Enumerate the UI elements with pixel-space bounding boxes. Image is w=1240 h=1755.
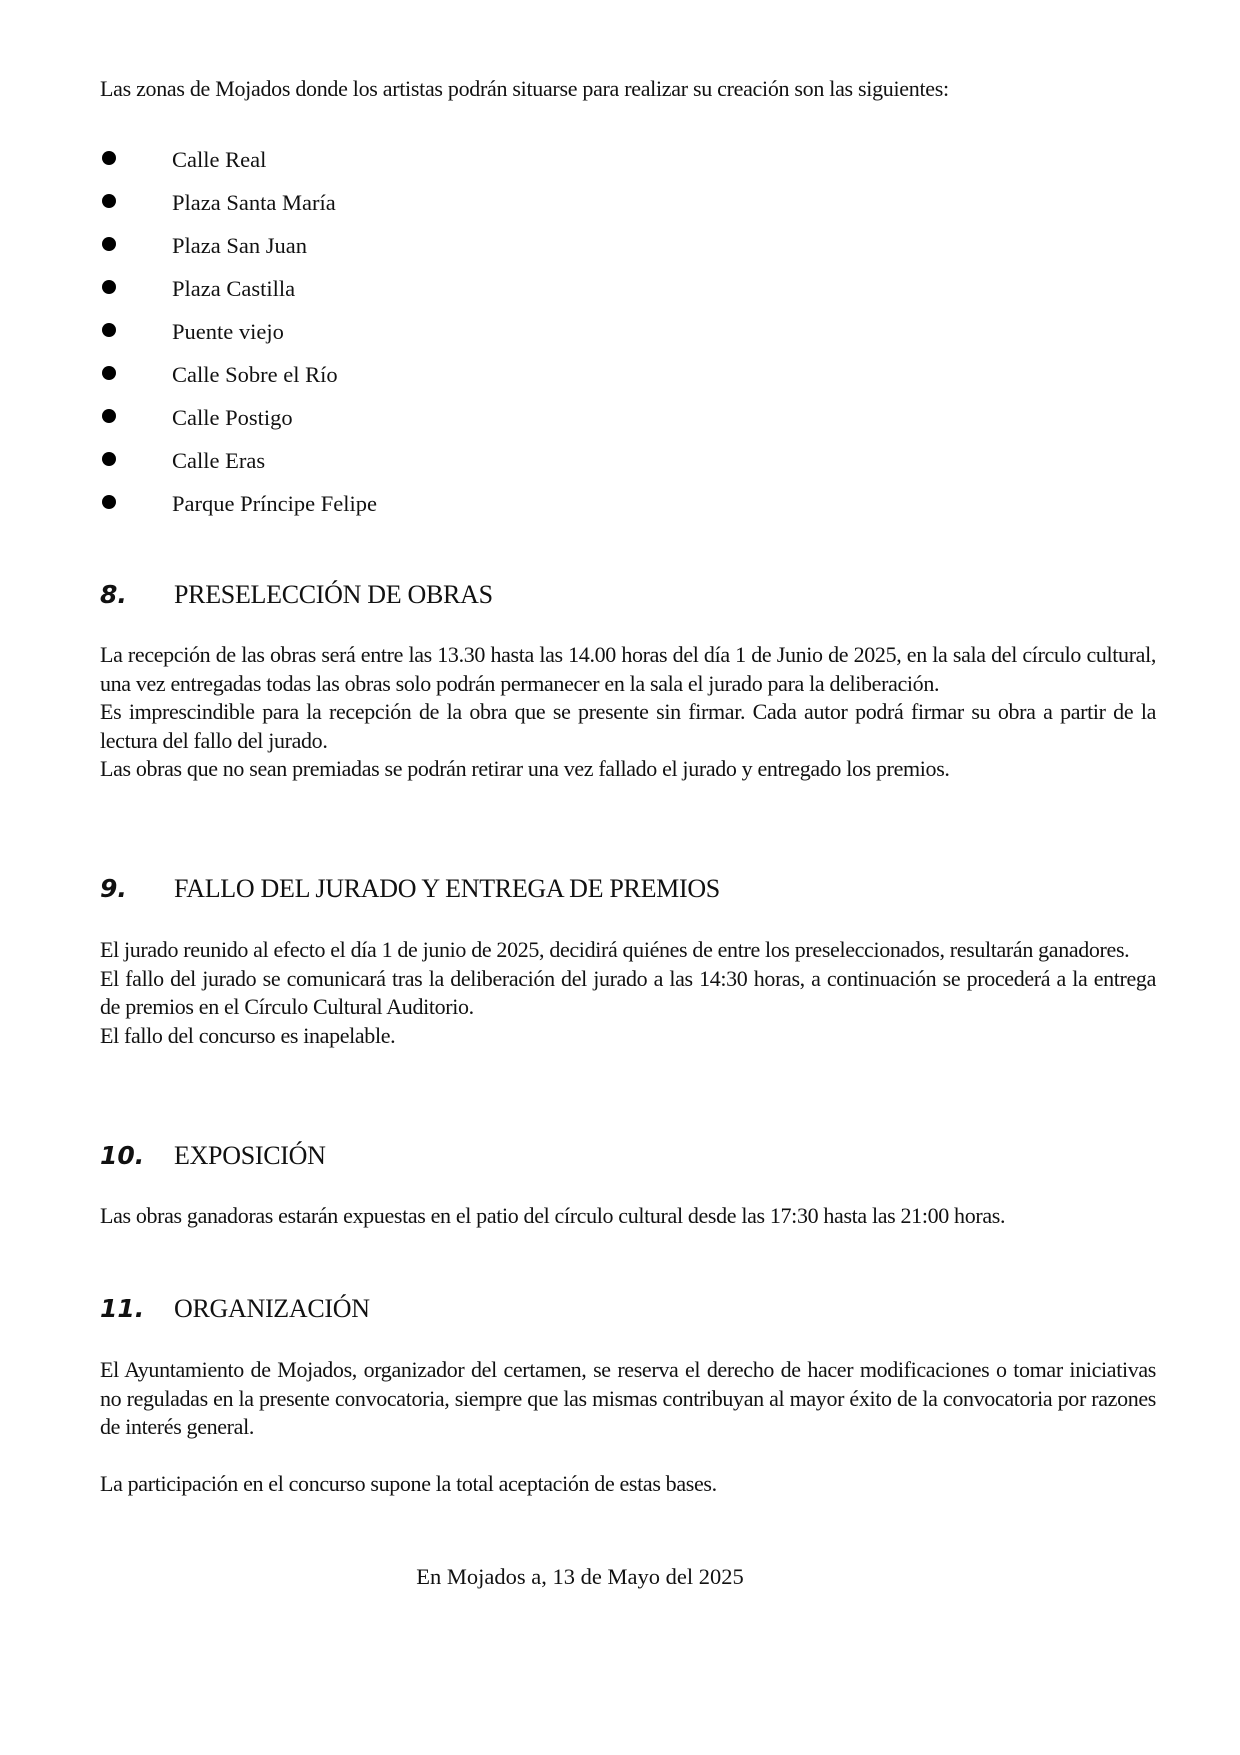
zone-label: Plaza San Juan — [172, 233, 307, 258]
section-number: 9. — [100, 874, 127, 903]
paragraph: Las obras ganadoras estarán expuestas en el patio del círculo cultural desde las 17:30 hasta las 21:00 horas. — [100, 1203, 1006, 1228]
zone-label: Calle Real — [172, 147, 267, 172]
zone-label: Calle Sobre el Río — [172, 362, 338, 387]
section-title: EXPOSICIÓN — [174, 1141, 326, 1170]
section-heading-8 — [100, 578, 493, 612]
closing-date-line: En Mojados a, 13 de Mayo del 2025 — [416, 1564, 744, 1589]
section-number: 10. — [100, 1141, 145, 1170]
paragraph: El fallo del concurso es inapelable. — [100, 1022, 396, 1048]
list-item — [100, 145, 377, 188]
zone-label: Calle Postigo — [172, 405, 293, 430]
bullet-icon — [102, 495, 116, 509]
bullet-icon — [102, 280, 116, 294]
list-item — [100, 317, 377, 360]
section-number: 8. — [100, 580, 127, 609]
list-item — [100, 231, 377, 274]
paragraph: Es imprescindible para la recepción de la obra que se presente sin firmar. Cada autor podrá firmar su obra a partir de la lectura del fallo del jurado. — [100, 699, 1156, 753]
zone-label: Puente viejo — [172, 319, 284, 344]
section-heading-9 — [100, 872, 720, 906]
list-item — [100, 188, 377, 231]
zones-list — [100, 145, 377, 532]
paragraph: La recepción de las obras será entre las 13.30 hasta las 14.00 horas del día 1 de Junio de 2025, en la sala del círculo cultural, una vez entregadas todas las obras solo podrán permanecer en la sala el jurado para la deliberación. — [100, 642, 1156, 696]
list-item — [100, 360, 377, 403]
bullet-icon — [102, 366, 116, 380]
paragraph: Las obras que no sean premiadas se podrán retirar una vez fallado el jurado y entregado los premios. — [100, 756, 950, 781]
section-body-8 — [100, 641, 1156, 784]
section-body-11 — [100, 1356, 1156, 1498]
section-title: ORGANIZACIÓN — [174, 1294, 370, 1323]
list-item — [100, 446, 377, 489]
zone-label: Plaza Castilla — [172, 276, 296, 301]
section-number: 11. — [100, 1294, 145, 1323]
section-body-10 — [100, 1202, 1156, 1231]
bullet-icon — [102, 452, 116, 466]
section-body-9 — [100, 936, 1156, 1050]
bullet-icon — [102, 151, 116, 165]
list-item — [100, 274, 377, 317]
bullet-icon — [102, 409, 116, 423]
section-title: PRESELECCIÓN DE OBRAS — [174, 580, 493, 609]
zone-label: Plaza Santa María — [172, 190, 336, 215]
paragraph: La participación en el concurso supone la total aceptación de estas bases. — [100, 1470, 717, 1496]
paragraph: El Ayuntamiento de Mojados, organizador del certamen, se reserva el derecho de hacer modificaciones o tomar iniciativas no reguladas en la presente convocatoria, siempre que las mismas contribuyan al mayor éxito de la convocatoria por razones de interés general. — [100, 1357, 1156, 1439]
list-item — [100, 489, 377, 532]
section-heading-10 — [100, 1139, 326, 1173]
section-heading-11 — [100, 1292, 370, 1326]
section-title: FALLO DEL JURADO Y ENTREGA DE PREMIOS — [174, 874, 720, 903]
list-item — [100, 403, 377, 446]
bullet-icon — [102, 323, 116, 337]
zone-label: Parque Príncipe Felipe — [172, 491, 377, 516]
bullet-icon — [102, 194, 116, 208]
paragraph: El fallo del jurado se comunicará tras la deliberación del jurado a las 14:30 horas, a continuación se procederá a la entrega de premios en el Círculo Cultural Auditorio. — [100, 965, 1156, 1019]
bullet-icon — [102, 237, 116, 251]
zone-label: Calle Eras — [172, 448, 266, 473]
paragraph: El jurado reunido al efecto el día 1 de junio de 2025, decidirá quiénes de entre los preseleccionados, resultarán ganadores. — [100, 937, 1130, 962]
intro-text: Las zonas de Mojados donde los artistas podrán situarse para realizar su creación son las siguientes: — [100, 76, 949, 101]
